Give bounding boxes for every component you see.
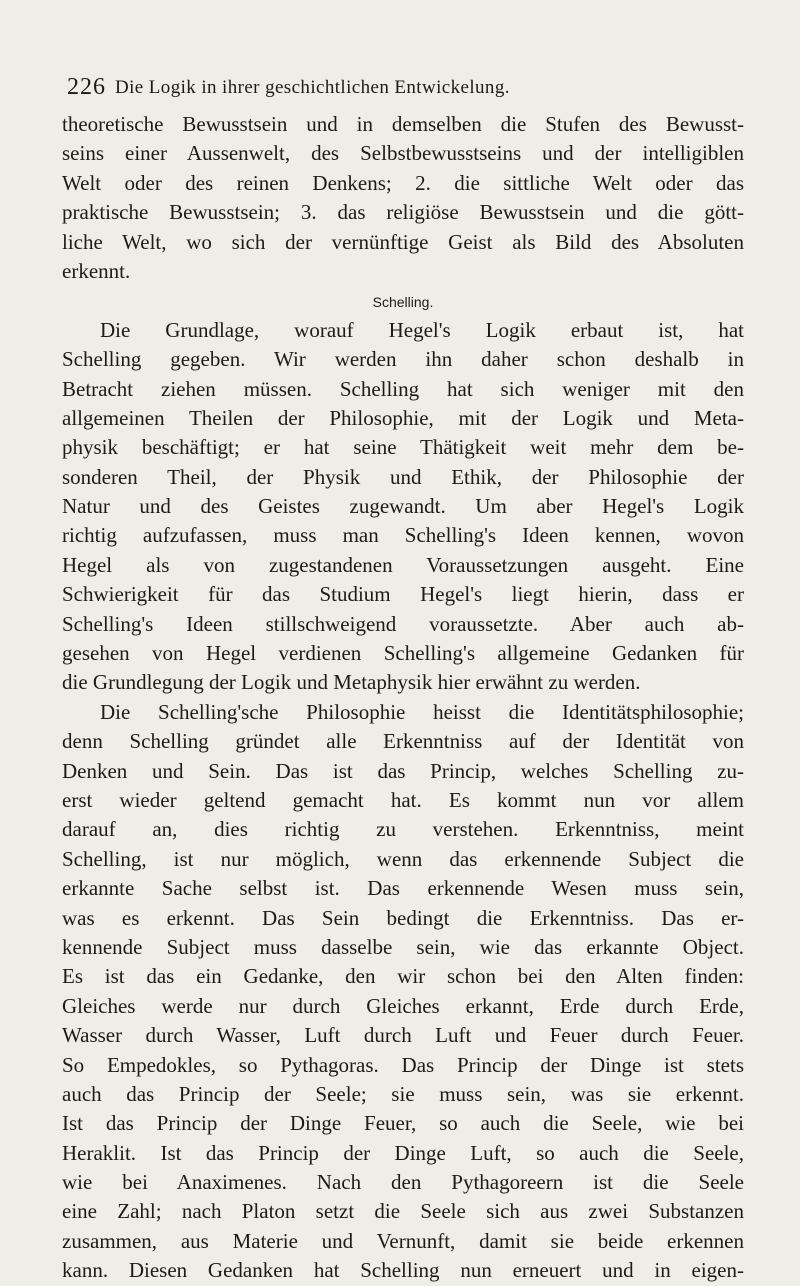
text-line: auch das Princip der Seele; sie muss sein, was sie erkennt.	[62, 1081, 744, 1106]
paragraph-1	[62, 110, 744, 286]
text-line: erkannte Sache selbst ist. Das erkennende Wesen muss sein,	[62, 876, 744, 901]
text-line: darauf an, dies richtig zu verstehen. Erkenntniss, meint	[62, 817, 744, 842]
paragraph-3	[62, 698, 744, 1286]
text-line: Schelling gegeben. Wir werden ihn daher schon deshalb in	[62, 347, 744, 372]
text-line: physik beschäftigt; er hat seine Thätigkeit weit mehr dem be-	[62, 435, 744, 460]
text-line: Es ist das ein Gedanke, den wir schon bei den Alten finden:	[62, 964, 744, 989]
text-line: praktische Bewusstsein; 3. das religiöse Bewusstsein und die gött-	[62, 200, 744, 225]
page-number: 226	[67, 74, 106, 100]
body-text	[62, 110, 744, 1286]
text-line: Schwierigkeit für das Studium Hegel's liegt hierin, dass er	[62, 582, 744, 607]
text-line: zusammen, aus Materie und Vernunft, damit sie beide erkennen	[62, 1228, 744, 1253]
text-line: sonderen Theil, der Physik und Ethik, der Philosophie der	[62, 464, 744, 489]
text-line: denn Schelling gründet alle Erkenntniss auf der Identität von	[62, 729, 744, 754]
text-line: Schelling's Ideen stillschweigend voraussetzte. Aber auch ab-	[62, 611, 744, 636]
text-line: allgemeinen Theilen der Philosophie, mit der Logik und Meta-	[62, 405, 744, 430]
page-header	[67, 74, 747, 104]
paragraph-2	[62, 316, 744, 698]
text-line: Gleiches werde nur durch Gleiches erkannt, Erde durch Erde,	[62, 993, 744, 1018]
text-line: Hegel als von zugestandenen Voraussetzungen ausgeht. Eine	[62, 552, 744, 577]
text-line: So Empedokles, so Pythagoras. Das Princip der Dinge ist stets	[62, 1052, 744, 1077]
text-line: Ist das Princip der Dinge Feuer, so auch die Seele, wie bei	[62, 1111, 744, 1136]
text-line: kennende Subject muss dasselbe sein, wie das erkannte Object.	[62, 934, 744, 959]
text-line: Welt oder des reinen Denkens; 2. die sittliche Welt oder das	[62, 170, 744, 195]
running-title: Die Logik in ihrer geschichtlichen Entwickelung.	[115, 77, 510, 98]
text-line: was es erkennt. Das Sein bedingt die Erkenntniss. Das er-	[62, 905, 744, 930]
text-line: die Grundlegung der Logik und Metaphysik hier erwähnt zu werden.	[62, 670, 641, 695]
text-line: Denken und Sein. Das ist das Princip, welches Schelling zu-	[62, 758, 744, 783]
text-line: theoretische Bewusstsein und in demselben die Stufen des Bewusst-	[62, 112, 744, 136]
text-line: wie bei Anaximenes. Nach den Pythagoreern ist die Seele	[62, 1170, 744, 1195]
text-line: Schelling, ist nur möglich, wenn das erkennende Subject die	[62, 846, 744, 871]
text-line: eine Zahl; nach Platon setzt die Seele sich aus zwei Substanzen	[62, 1199, 744, 1224]
text-line: seins einer Aussenwelt, des Selbstbewusstseins und der intelligiblen	[62, 141, 744, 166]
text-line: Betracht ziehen müssen. Schelling hat sich weniger mit den	[62, 376, 744, 401]
text-line: richtig aufzufassen, muss man Schelling's Ideen kennen, wovon	[62, 523, 744, 548]
text-line: Die Schelling'sche Philosophie heisst die Identitätsphilosophie;	[100, 699, 744, 724]
text-line: erst wieder geltend gemacht hat. Es kommt nun vor allem	[62, 787, 744, 812]
text-line: Wasser durch Wasser, Luft durch Luft und Feuer durch Feuer.	[62, 1023, 744, 1048]
text-line: Die Grundlage, worauf Hegel's Logik erbaut ist, hat	[100, 317, 744, 342]
text-line: liche Welt, wo sich der vernünftige Geist als Bild des Absoluten	[62, 229, 744, 254]
text-line: erkennt.	[62, 258, 131, 283]
text-line: gesehen von Hegel verdienen Schelling's allgemeine Gedanken für	[62, 641, 744, 666]
text-line: kann. Diesen Gedanken hat Schelling nun erneuert und in eigen-	[62, 1258, 744, 1283]
section-heading: Schelling.	[372, 294, 434, 311]
text-line: Heraklit. Ist das Princip der Dinge Luft, so auch die Seele,	[62, 1140, 744, 1165]
text-line: Natur und des Geistes zugewandt. Um aber Hegel's Logik	[62, 494, 744, 519]
